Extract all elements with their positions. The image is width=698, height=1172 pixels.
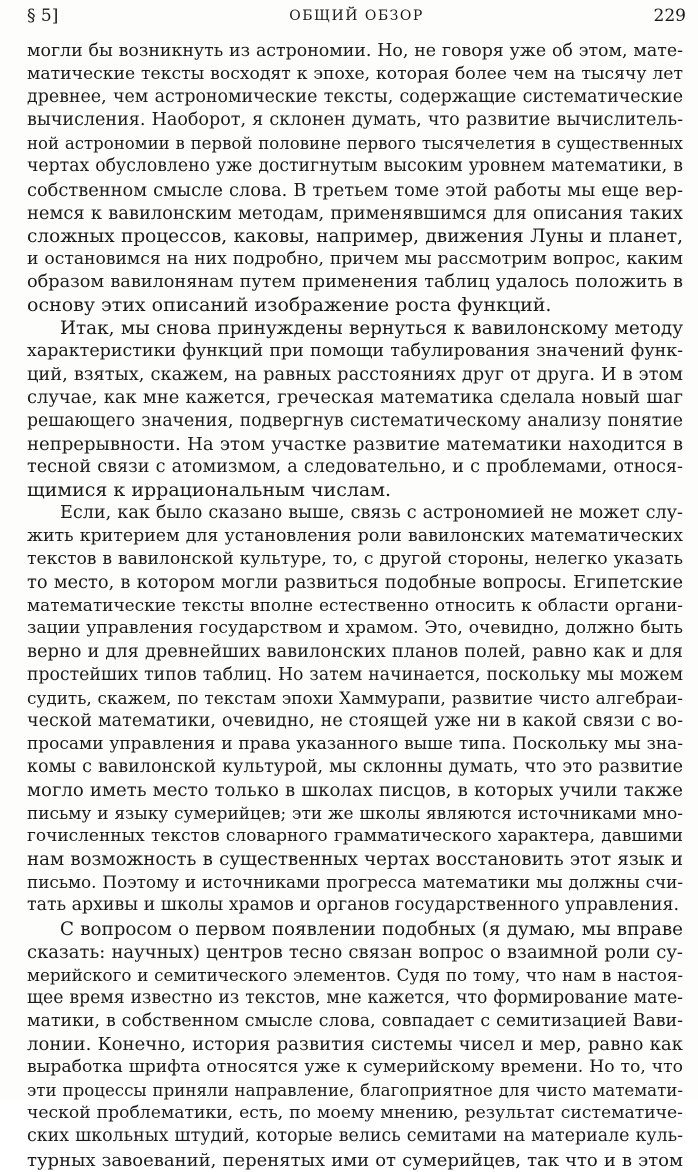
text-line: лонии. Конечно, история развития системы чисел и мер, равно как [27, 1034, 683, 1056]
text-line: комы с вавилонской культурой, мы склонны думать, что это развитие [27, 756, 683, 777]
body-text [27, 40, 683, 1172]
text-line: ческой проблематики, есть, по моему мнению, результат систематиче- [27, 1103, 683, 1124]
text-line: судить, скажем, по текстам эпохи Хаммурапи, развитие чисто алгебраи- [27, 687, 683, 708]
paragraph-start-line: Итак, мы снова принуждены вернуться к вавилонскому методу [60, 318, 683, 340]
text-line: немся к вавилонским методам, применявшимся для описания таких [27, 202, 683, 224]
text-line: ческой математики, очевидно, не стоящей уже ни в какой связи с во- [27, 710, 683, 731]
text-line: то место, в котором могли развиться подобные вопросы. Египетские [27, 572, 683, 594]
text-line: сказать: научных) центров тесно связан вопрос о взаимной роли су- [27, 941, 683, 963]
text-line: и остановимся на них подробно, причем мы рассмотрим вопрос, каким [27, 248, 683, 269]
text-line: просами управления и права указанного выше типа. Поскольку мы зна- [27, 733, 683, 754]
text-line: зации управления государством и храмом. Это, очевидно, должно быть [27, 618, 683, 639]
text-line: сложных процессов, каковы, например, движения Луны и планет, [27, 225, 683, 247]
text-line: случае, как мне кажется, греческая математика сделала новый шаг [27, 387, 683, 409]
paragraph-start-line: Если, как было сказано выше, связь с астрономией не может слу- [60, 502, 683, 523]
text-line: турных завоеваний, перенятых ими от сумерийцев, так что и в этом [27, 1149, 683, 1171]
text-line: щее время известно из текстов, мне кажется, что формирование мате- [27, 987, 683, 1008]
text-line: могло иметь место только в школах писцов, в которых учили также [27, 780, 683, 801]
text-line: текстов в вавилонской культуре, то, с другой стороны, нелегко указать [27, 549, 683, 570]
text-line: жить критерием для установления роли вавилонских математических [27, 525, 683, 546]
paragraph-start-line: С вопросом о первом появлении подобных (я думаю, мы вправе [60, 918, 683, 940]
text-line: математические тексты вполне естественно относить к области органи- [27, 595, 683, 616]
running-title: ОБЩИЙ ОБЗОР [289, 8, 424, 24]
text-line: характеристики функций при помощи табулирования значений функ- [27, 341, 683, 362]
text-line: основу этих описаний изображение роста функций. [27, 294, 552, 317]
text-line: ций, взятых, скажем, на равных расстояниях друг от друга. И в этом [27, 364, 683, 386]
text-line: гочисленных текстов словарного грамматического характера, давшими [27, 826, 683, 847]
text-line: тать архивы и школы храмов и органов государственного управления. [27, 895, 680, 916]
text-line: щимися к иррациональным числам. [27, 478, 392, 501]
text-line: решающего значения, подвергнув систематическому анализу понятие [27, 410, 683, 431]
text-line: собственном смысле слова. В третьем томе этой работы мы еще вер- [27, 179, 683, 201]
text-line: выработка шрифта относятся уже к сумерийскому времени. Но то, что [27, 1057, 683, 1078]
text-line: чертах обусловлено уже достигнутым высоким уровнем математики, в [27, 156, 683, 177]
text-line: простейших типов таблиц. Но затем начинается, поскольку мы можем [27, 664, 683, 685]
text-line: нам возможность в существенных чертах восстановить этот язык и [27, 849, 683, 871]
text-line: матики, в собственном смысле слова, совпадает с семитизацией Вави- [27, 1010, 683, 1031]
text-line: верно и для древнейших вавилонских планов полей, равно как и для [27, 641, 683, 663]
text-line: эти процессы приняли направление, благоприятное для чисто математи- [27, 1081, 683, 1101]
text-line: древнее, чем астрономические тексты, содержащие систематические [27, 87, 683, 108]
text-line: письмо. Поэтому и источниками прогресса математики мы должны счи- [27, 872, 683, 893]
text-line: ских школьных штудий, которые велись семитами на материале куль- [27, 1126, 683, 1147]
text-line: мерийского и семитического элементов. Судя по тому, что нам в настоя- [27, 964, 683, 985]
text-line: матические тексты восходят к эпохе, которая более чем на тысячу лет [27, 64, 683, 85]
text-line: вычисления. Наоборот, я склонен думать, что развитие вычислитель- [27, 110, 683, 131]
text-line: могли бы возникнуть из астрономии. Но, не говоря уже об этом, мате- [27, 41, 683, 61]
page-header [27, 4, 686, 30]
text-line: письму и языку сумерийцев; эти же школы являются источниками мно- [27, 803, 683, 824]
page-number: 229 [653, 6, 686, 26]
text-line: непрерывности. На этом участке развитие математики находится в [27, 433, 683, 455]
text-line: тесной связи с атомизмом, а следовательно, и с проблемами, относя- [27, 456, 683, 477]
text-line: ной астрономии в первой половине первого тысячелетия в существенных [27, 134, 683, 154]
section-marker: § 5] [27, 6, 59, 26]
text-line: образом вавилонянам путем применения таблиц удалось положить в [27, 271, 683, 292]
